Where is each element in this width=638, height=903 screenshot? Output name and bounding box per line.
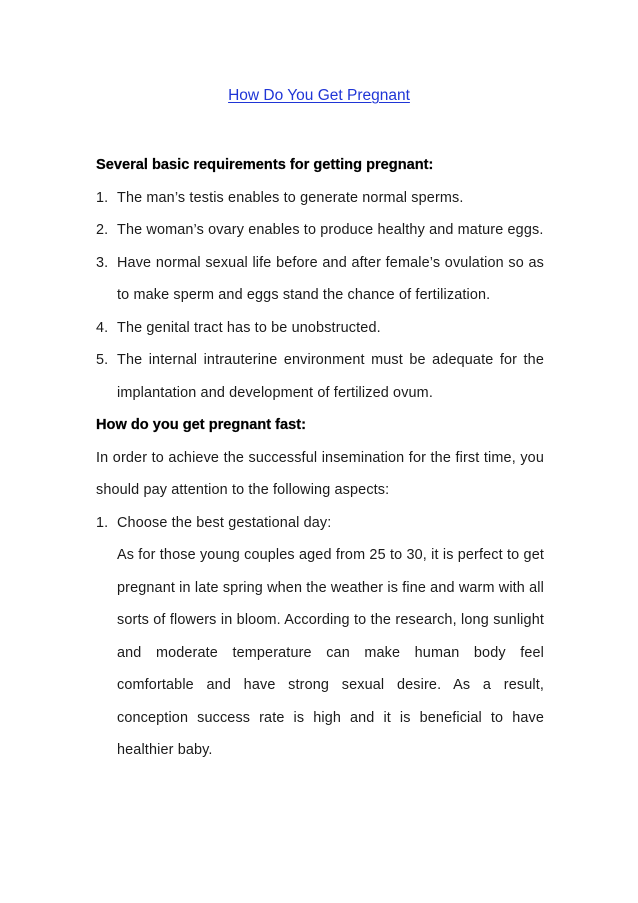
- document-body: [96, 149, 544, 767]
- list-item: [96, 182, 544, 215]
- list-item-number: 4.: [96, 319, 109, 336]
- list-item-text: The man’s testis enables to generate normal sperms.: [117, 189, 464, 206]
- intro-paragraph: In order to achieve the successful insemination for the first time, you should pay attention to the following aspects:: [96, 449, 544, 498]
- list-item-number: 5.: [96, 352, 109, 368]
- document-title[interactable]: How Do You Get Pregnant: [228, 87, 410, 104]
- list-item: [96, 507, 544, 540]
- list-item-number: 2.: [96, 222, 109, 238]
- list-item: [96, 312, 544, 345]
- list-item-number: 3.: [96, 254, 109, 271]
- list-item-number: 1.: [96, 514, 109, 531]
- list-item-text: Choose the best gestational day:: [117, 514, 332, 531]
- list-item: [96, 344, 544, 409]
- section-heading-requirements: Several basic requirements for getting pregnant:: [96, 157, 434, 173]
- list-item-detail: As for those young couples aged from 25 to 30, it is perfect to get pregnant in late spring when the weather is fine and warm with all sorts of flowers in bloom. According to the research, long sunlight and moderate temperature can make human body feel comfortable and have strong sexual desire. As a result, conception success rate is high and it is beneficial to have healthier baby.: [117, 547, 544, 758]
- list-item-number: 1.: [96, 189, 109, 206]
- list-item: [96, 247, 544, 312]
- list-item-text: Have normal sexual life before and after female’s ovulation so as to make sperm and eggs stand the chance of fertilization.: [117, 254, 544, 303]
- section-heading-fast: How do you get pregnant fast:: [96, 417, 306, 433]
- list-item-text: The woman’s ovary enables to produce healthy and mature eggs.: [117, 222, 544, 238]
- list-item-text: The genital tract has to be unobstructed.: [117, 319, 381, 336]
- list-item-text: The internal intrauterine environment must be adequate for the implantation and development of fertilized ovum.: [117, 352, 544, 401]
- list-item: [96, 214, 544, 247]
